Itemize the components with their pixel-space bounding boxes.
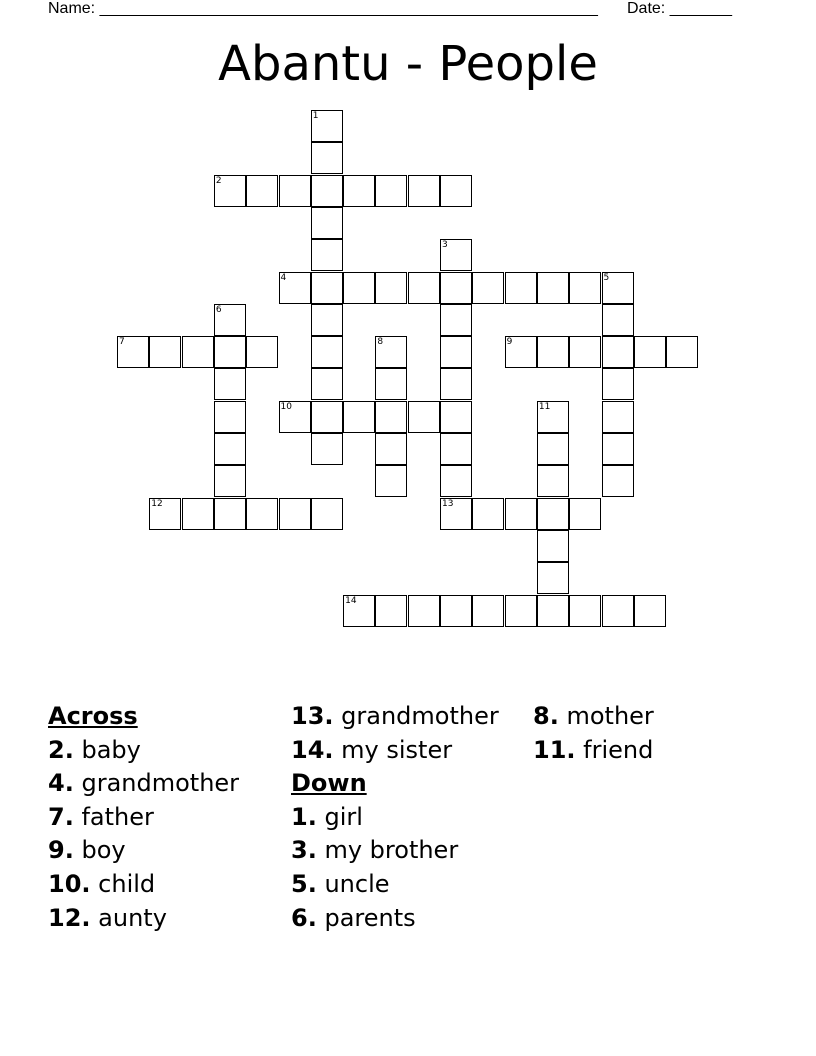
cell-number: 4 (280, 272, 287, 283)
grid-cell[interactable] (440, 336, 472, 368)
grid-cell[interactable] (117, 336, 149, 368)
grid-cell[interactable] (375, 336, 407, 368)
clues-column-3 (533, 700, 654, 767)
grid-cell[interactable] (440, 595, 472, 627)
cell-number: 8 (377, 337, 384, 348)
clue-text: grandmother (81, 769, 240, 798)
grid-cell[interactable] (505, 498, 537, 530)
clue-number: 2. (48, 735, 74, 764)
grid-cell[interactable] (408, 272, 440, 304)
clues-column-2 (291, 700, 499, 935)
grid-cell[interactable] (537, 562, 569, 594)
grid-cell[interactable] (343, 595, 375, 627)
grid-cell[interactable] (537, 433, 569, 465)
grid-cell[interactable] (569, 498, 601, 530)
grid-cell[interactable] (311, 110, 343, 142)
grid-cell[interactable] (602, 595, 634, 627)
grid-cell[interactable] (311, 304, 343, 336)
clue-across-9 (48, 834, 239, 868)
clues-section (0, 700, 816, 960)
clue-number: 7. (48, 802, 74, 831)
grid-cell[interactable] (537, 498, 569, 530)
grid-cell[interactable] (505, 272, 537, 304)
clue-down-11 (533, 734, 654, 768)
grid-cell[interactable] (214, 465, 246, 497)
grid-cell[interactable] (634, 336, 666, 368)
clue-number: 14. (291, 735, 334, 764)
cell-number: 12 (151, 498, 163, 509)
grid-cell[interactable] (375, 401, 407, 433)
grid-cell[interactable] (375, 175, 407, 207)
grid-cell[interactable] (602, 272, 634, 304)
cell-number: 5 (603, 272, 610, 283)
grid-cell[interactable] (537, 272, 569, 304)
grid-cell[interactable] (311, 239, 343, 271)
cell-number: 2 (215, 175, 222, 186)
grid-cell[interactable] (214, 304, 246, 336)
clue-text: baby (81, 735, 141, 764)
grid-cell[interactable] (214, 433, 246, 465)
clue-across-2 (48, 734, 239, 768)
grid-cell[interactable] (408, 401, 440, 433)
grid-cell[interactable] (602, 336, 634, 368)
clue-down-3 (291, 834, 499, 868)
cell-number: 10 (280, 401, 292, 412)
grid-cell[interactable] (246, 175, 278, 207)
clue-text: child (98, 869, 156, 898)
grid-cell[interactable] (311, 336, 343, 368)
cell-number: 1 (312, 111, 319, 121)
clue-text: mother (566, 702, 654, 730)
clue-text: father (81, 802, 154, 831)
grid-cell[interactable] (311, 368, 343, 400)
clue-text: uncle (324, 869, 390, 898)
clue-text: girl (324, 802, 363, 831)
cell-number: 13 (442, 498, 454, 509)
grid-cell[interactable] (666, 336, 698, 368)
grid-cell[interactable] (246, 498, 278, 530)
clue-text: grandmother (341, 702, 499, 730)
clue-number: 8. (533, 702, 559, 730)
grid-cell[interactable] (375, 272, 407, 304)
grid-cell[interactable] (440, 239, 472, 271)
grid-cell[interactable] (375, 595, 407, 627)
grid-cell[interactable] (375, 433, 407, 465)
clue-across-12 (48, 902, 239, 936)
grid-cell[interactable] (311, 142, 343, 174)
grid-cell[interactable] (214, 336, 246, 368)
clue-across-10 (48, 868, 239, 902)
grid-cell[interactable] (279, 401, 311, 433)
grid-cell[interactable] (375, 368, 407, 400)
grid-cell[interactable] (569, 595, 601, 627)
clue-number: 9. (48, 836, 74, 865)
cell-number: 11 (538, 401, 551, 412)
cell-number: 6 (215, 304, 222, 315)
clue-across-13 (291, 700, 499, 734)
down-heading: Down (291, 769, 367, 798)
grid-cell[interactable] (311, 175, 343, 207)
grid-cell[interactable] (149, 336, 181, 368)
clue-text: parents (324, 903, 416, 932)
clue-number: 13. (291, 702, 334, 730)
clue-number: 3. (291, 836, 317, 865)
clue-number: 1. (291, 802, 317, 831)
grid-cell[interactable] (343, 401, 375, 433)
grid-cell[interactable] (569, 272, 601, 304)
grid-cell[interactable] (602, 368, 634, 400)
grid-cell[interactable] (149, 498, 181, 530)
clue-text: boy (81, 836, 126, 865)
grid-cell[interactable] (602, 401, 634, 433)
grid-cell[interactable] (182, 498, 214, 530)
grid-cell[interactable] (440, 175, 472, 207)
grid-cell[interactable] (182, 336, 214, 368)
cell-number: 14 (345, 595, 357, 606)
grid-cell[interactable] (440, 272, 472, 304)
clue-down-5 (291, 868, 499, 902)
grid-cell[interactable] (343, 175, 375, 207)
grid-cell[interactable] (602, 465, 634, 497)
grid-cell[interactable] (408, 595, 440, 627)
grid-cell[interactable] (279, 175, 311, 207)
grid-cell[interactable] (440, 368, 472, 400)
clue-across-4 (48, 767, 239, 801)
grid-cell[interactable] (214, 175, 246, 207)
puzzle-title: Abantu - People (218, 36, 598, 92)
clue-down-1 (291, 801, 499, 835)
grid-cell[interactable] (569, 336, 601, 368)
clue-number: 6. (291, 903, 317, 932)
grid-cell[interactable] (537, 530, 569, 562)
cell-number: 9 (506, 337, 513, 348)
grid-cell[interactable] (537, 336, 569, 368)
grid-cell[interactable] (375, 465, 407, 497)
clue-down-8 (533, 700, 654, 734)
clue-text: my brother (324, 836, 459, 865)
grid-cell[interactable] (279, 498, 311, 530)
grid-cell[interactable] (537, 401, 569, 433)
clue-across-14 (291, 734, 499, 768)
grid-cell[interactable] (279, 272, 311, 304)
grid-cell[interactable] (472, 498, 504, 530)
clue-down-6 (291, 902, 499, 936)
clue-text: friend (583, 735, 654, 764)
grid-cell[interactable] (311, 401, 343, 433)
grid-cell[interactable] (408, 175, 440, 207)
grid-cell[interactable] (440, 401, 472, 433)
clue-text: my sister (341, 735, 453, 764)
grid-cell[interactable] (440, 433, 472, 465)
grid-cell[interactable] (246, 336, 278, 368)
clue-text: aunty (98, 903, 167, 932)
grid-cell[interactable] (214, 498, 246, 530)
clues-column-1 (48, 700, 239, 935)
clue-number: 12. (48, 903, 91, 932)
grid-cell[interactable] (602, 433, 634, 465)
grid-cell[interactable] (505, 595, 537, 627)
grid-cell[interactable] (311, 207, 343, 239)
grid-cell[interactable] (343, 272, 375, 304)
across-heading: Across (48, 702, 138, 730)
grid-cell[interactable] (311, 498, 343, 530)
grid-cell[interactable] (440, 304, 472, 336)
grid-cell[interactable] (472, 272, 504, 304)
grid-cell[interactable] (311, 272, 343, 304)
grid-cell[interactable] (602, 304, 634, 336)
grid-cell[interactable] (537, 465, 569, 497)
clue-across-7 (48, 801, 239, 835)
cell-number: 7 (119, 337, 125, 348)
clue-number: 5. (291, 869, 317, 898)
grid-cell[interactable] (311, 433, 343, 465)
grid-cell[interactable] (440, 465, 472, 497)
cell-number: 3 (442, 240, 448, 251)
date-field-label[interactable]: Date: _______ (627, 0, 732, 17)
grid-cell[interactable] (472, 595, 504, 627)
clue-number: 10. (48, 869, 91, 898)
grid-cell[interactable] (537, 595, 569, 627)
grid-cell[interactable] (505, 336, 537, 368)
grid-cell[interactable] (214, 401, 246, 433)
grid-cell[interactable] (440, 498, 472, 530)
grid-cell[interactable] (634, 595, 666, 627)
clue-number: 11. (533, 735, 576, 764)
name-field-label[interactable]: Name: ________________________________________________________ (48, 0, 598, 17)
clue-number: 4. (48, 769, 74, 798)
grid-cell[interactable] (214, 368, 246, 400)
